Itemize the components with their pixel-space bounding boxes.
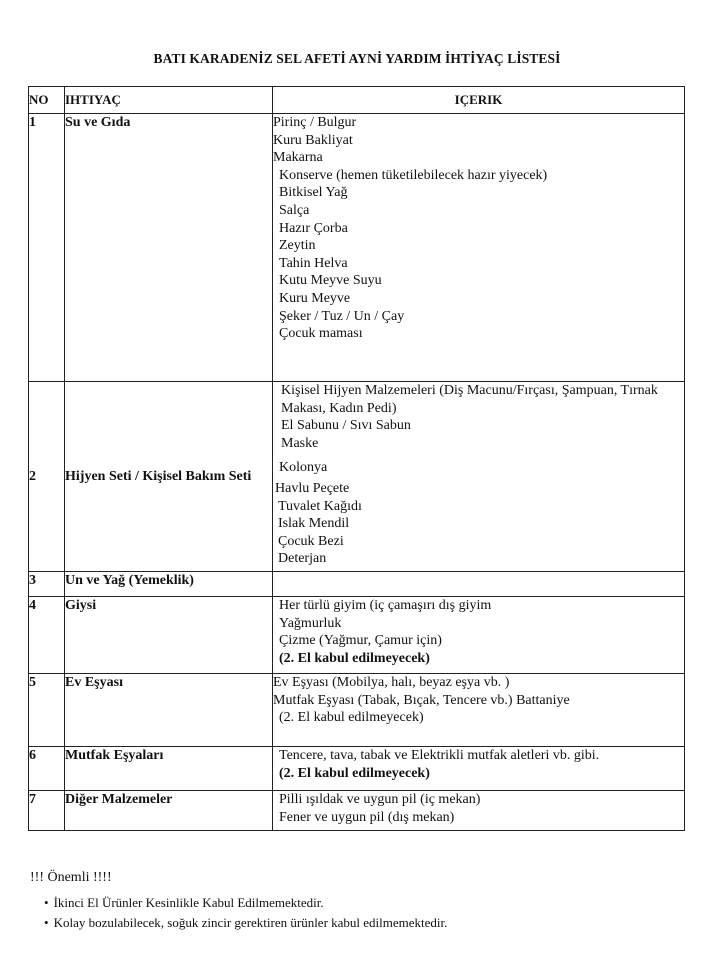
content-item: Kuru Bakliyat [273,132,353,148]
row-need: Diğer Malzemeler [65,791,273,831]
content-item: Tuvalet Kağıdı [278,498,362,514]
table-header-row [29,87,685,114]
content-item: (2. El kabul edilmeyecek) [279,765,430,781]
header-need: IHTIYAÇ [65,87,273,114]
table-row [29,382,685,572]
content-item: Deterjan [278,551,327,567]
content-item: Zeytin [279,238,316,254]
content-item: Pilli ışıldak ve uygun pil (iç mekan) [279,792,481,807]
list-item: • Kolay bozulabilecek, soğuk zincir gerektiren ürünler kabul edilmemektedir. [44,913,447,933]
content-item: Pirinç / Bulgur [273,115,357,130]
content-item: Hazır Çorba [279,220,348,236]
page-title: BATI KARADENİZ SEL AFETİ AYNİ YARDIM İHTİYAÇ LİSTESİ [153,51,561,66]
content-item: Havlu Peçete [275,480,350,496]
content-item: (2. El kabul edilmeyecek) [279,710,424,726]
list-item: • İkinci El Ürünler Kesinlikle Kabul Edilmemektedir. [44,893,447,913]
content-item: El Sabunu / Sıvı Sabun [281,418,411,434]
content-item: Kuru Meyve [279,290,351,306]
content-item: Fener ve uygun pil (dış mekan) [279,809,455,825]
content-item: (2. El kabul edilmeyecek) [279,650,430,666]
content-item: Islak Mendil [278,516,350,532]
row-need: Ev Eşyası [65,674,273,747]
content-item: Salça [279,202,310,218]
row-need: Un ve Yağ (Yemeklik) [65,572,273,597]
table-row [29,674,685,747]
row-need: Giysi [65,597,273,674]
table-row [29,572,685,597]
important-list [44,893,447,933]
content-item: Kolonya [279,460,328,476]
content-item: Çocuk Bezi [278,533,344,549]
row-number: 7 [29,791,65,831]
content-item: Ev Eşyası (Mobilya, halı, beyaz eşya vb. ) [273,675,510,690]
row-number: 1 [29,114,65,382]
content-item: Çizme (Yağmur, Çamur için) [279,633,442,649]
header-no: NO [29,87,65,114]
table-row [29,114,685,382]
row-number: 3 [29,572,65,597]
row-content [273,114,685,382]
table-row [29,747,685,791]
row-number: 6 [29,747,65,791]
header-content: IÇERIK [273,87,685,114]
important-heading: !!! Önemli !!!! [30,870,112,885]
content-item: Kutu Meyve Suyu [279,273,382,289]
content-item: Tahin Helva [279,255,348,271]
content-item: Bitkisel Yağ [279,185,348,201]
row-content [273,747,685,791]
content-item: Maske [281,435,319,451]
content-item: Kişisel Hijyen Malzemeleri (Diş Macunu/Fırçası, Şampuan, Tırnak [281,383,658,398]
content-item: Her türlü giyim (iç çamaşırı dış giyim [279,598,492,613]
content-item: Konserve (hemen tüketilebilecek hazır yiyecek) [279,167,548,183]
content-item: Tencere, tava, tabak ve Elektrikli mutfak aletleri vb. gibi. [279,748,600,763]
needs-table [28,86,685,831]
content-item: Mutfak Eşyası (Tabak, Bıçak, Tencere vb.) Battaniye [273,692,570,708]
row-content [273,674,685,747]
row-content [273,791,685,831]
row-need: Hijyen Seti / Kişisel Bakım Seti [65,382,273,572]
row-need: Su ve Gıda [65,114,273,382]
row-content [273,572,685,597]
table-row [29,597,685,674]
content-item: Makası, Kadın Pedi) [281,400,397,416]
row-number: 5 [29,674,65,747]
table-row [29,791,685,831]
row-need: Mutfak Eşyaları [65,747,273,791]
content-item: Şeker / Tuz / Un / Çay [279,308,405,324]
row-number: 2 [29,382,65,572]
content-item: Makarna [273,150,323,166]
row-content [273,382,685,572]
row-number: 4 [29,597,65,674]
content-item: Yağmurluk [279,615,342,631]
content-item: Çocuk maması [279,326,363,342]
row-content [273,597,685,674]
